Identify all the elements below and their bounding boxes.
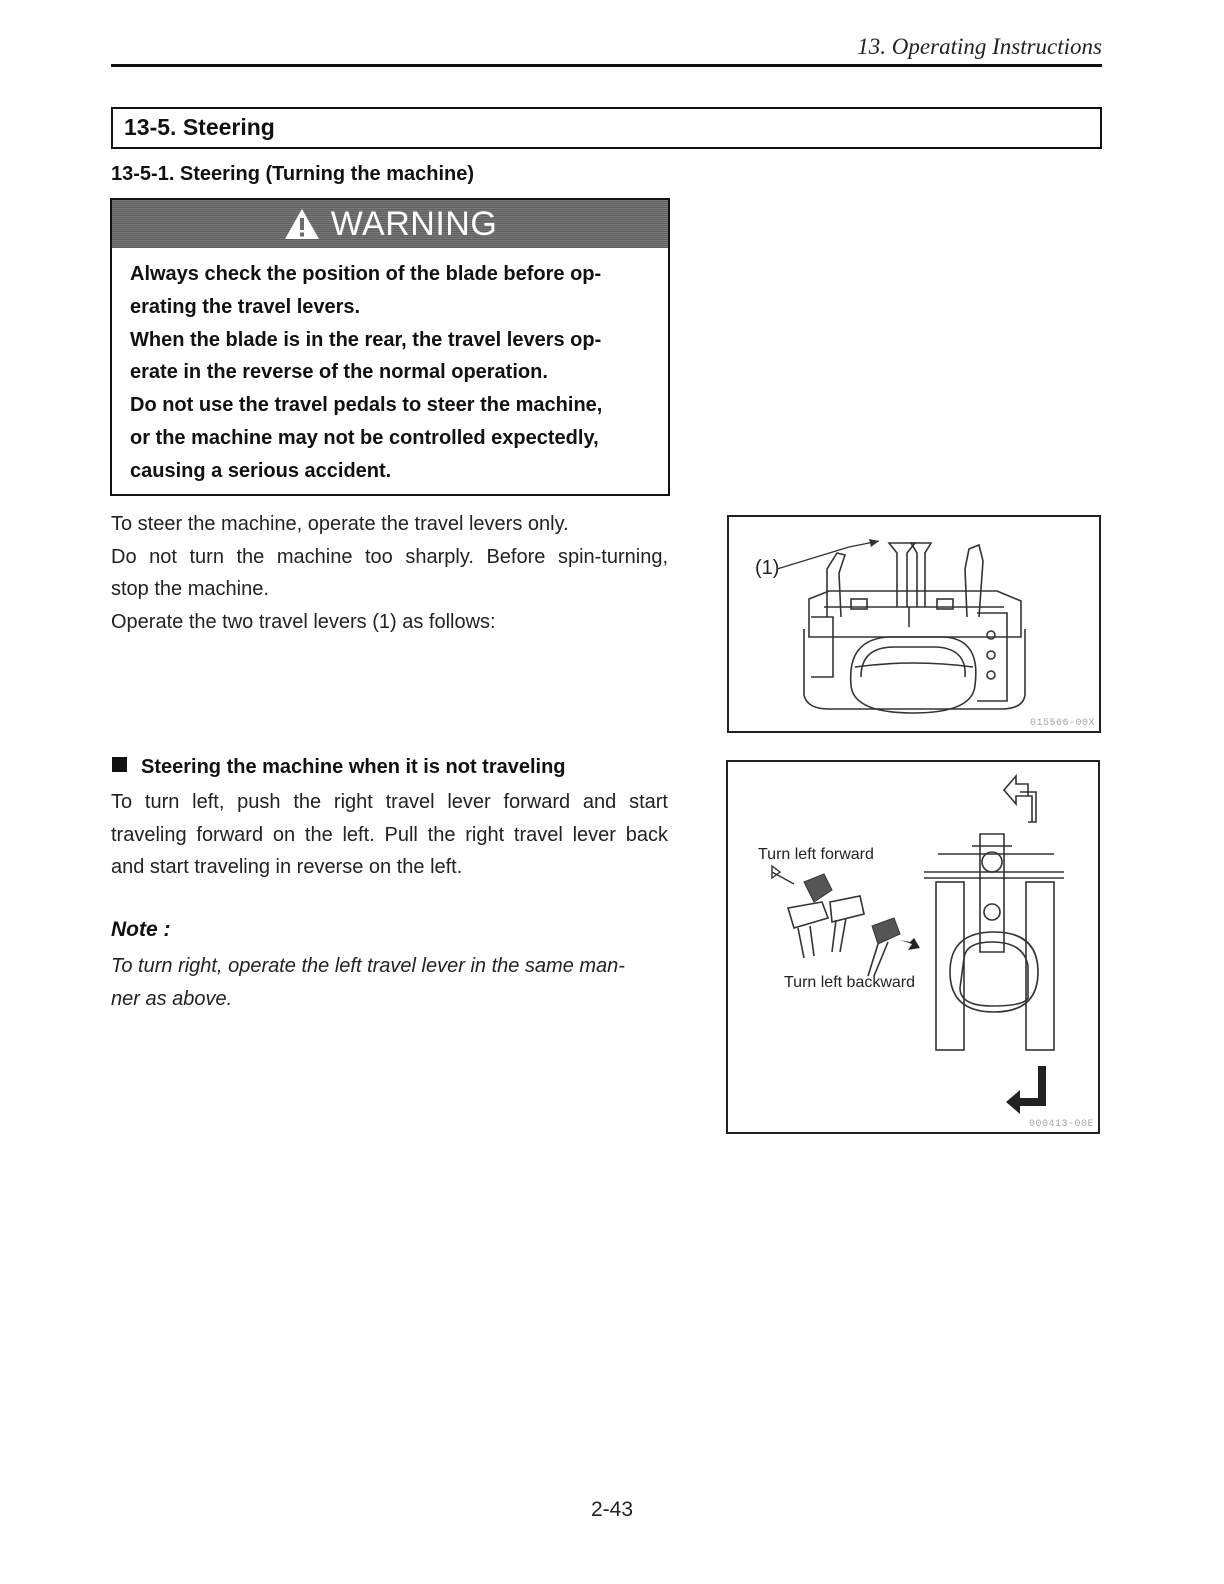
- subsection-title: 13-5-1. Steering (Turning the machine): [111, 163, 475, 185]
- paragraph-line: and start traveling in reverse on the left.: [111, 856, 463, 878]
- warning-line: or the machine may not be controlled expectedly,: [130, 426, 599, 449]
- warning-line: Do not use the travel pedals to steer the machine,: [130, 394, 603, 417]
- warning-line: causing a serious accident.: [130, 459, 392, 482]
- section-title: 13-5. Steering: [124, 114, 275, 140]
- header-rule: [111, 64, 1102, 67]
- warning-label: WARNING: [330, 204, 498, 243]
- intro-line: To steer the machine, operate the travel levers only.: [111, 513, 569, 535]
- subheading-text: Steering the machine when it is not traveling: [141, 756, 566, 778]
- note-line: ner as above.: [111, 987, 233, 1010]
- note-label: Note :: [111, 918, 171, 941]
- turn-left-illustration: [728, 762, 1098, 1132]
- subheading: [112, 756, 566, 779]
- intro-line: stop the machine.: [111, 578, 269, 600]
- square-bullet-icon: [112, 757, 127, 772]
- figure2-code: 000413-00E: [1028, 1119, 1094, 1130]
- intro-line: Operate the two travel levers (1) as follows:: [111, 610, 496, 633]
- note-text: [111, 950, 668, 1015]
- warning-text: [130, 258, 654, 488]
- intro-text: [111, 508, 668, 638]
- figure-turn-left: [726, 760, 1100, 1134]
- paragraph-line: To turn left, push the right travel lever forward and start: [111, 791, 668, 813]
- warning-line: erate in the reverse of the normal operation.: [130, 361, 548, 384]
- warning-line: erating the travel levers.: [130, 295, 361, 318]
- note-line: To turn right, operate the left travel lever in the same man-: [111, 955, 625, 977]
- figure1-code: 015566-00X: [1029, 718, 1095, 729]
- warning-triangle-icon: [283, 207, 321, 241]
- paragraph-line: traveling forward on the left. Pull the right travel lever back: [111, 823, 668, 846]
- travel-levers-illustration: [729, 517, 1099, 731]
- steering-paragraph: [111, 786, 668, 884]
- warning-header: [112, 200, 668, 248]
- warning-line: Always check the position of the blade before op-: [130, 263, 602, 285]
- turn-left-forward-label: Turn left forward: [758, 846, 874, 863]
- intro-line: Do not turn the machine too sharply. Before spin-turning,: [111, 545, 668, 568]
- warning-line: When the blade is in the rear, the travel levers op-: [130, 328, 602, 351]
- turn-left-backward-label: Turn left backward: [784, 974, 916, 991]
- page-number: 2-43: [590, 1498, 634, 1521]
- figure-travel-levers: [727, 515, 1101, 733]
- running-header: 13. Operating Instructions: [857, 34, 1102, 59]
- lever-callout-label: (1): [755, 557, 780, 579]
